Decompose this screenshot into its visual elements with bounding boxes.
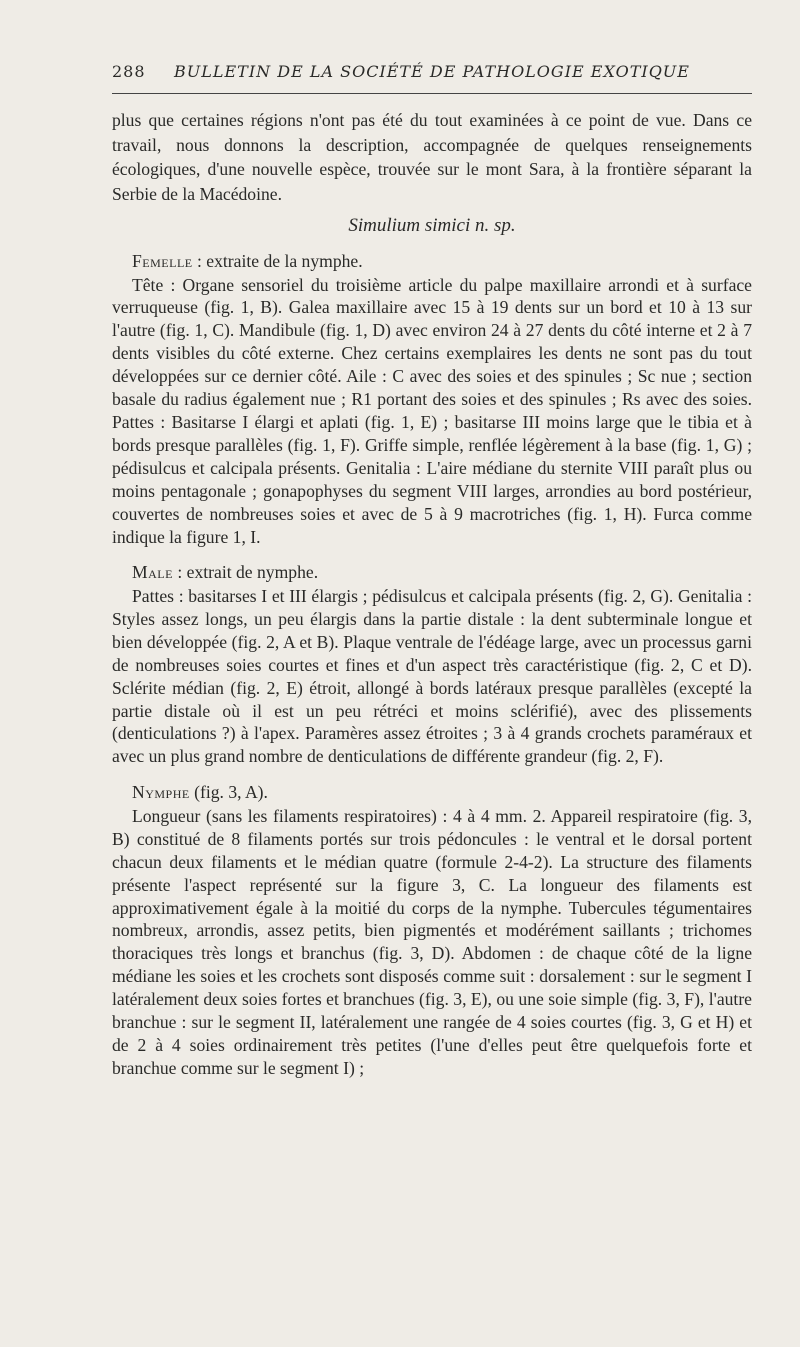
- female-paragraph: Tête : Organe sensoriel du troisième article du palpe maxillaire arrondi et à surface verruqueuse (fig. 1, B). Galea maxillaire avec 15 à 19 dents sur un bord et 10 à 13 sur l'autre (fig. 1, C). Mandibule (fig. 1, D) avec environ 24 à 27 dents du côté interne et 2 à 7 dents visibles du côté externe. Chez certains exemplaires les dents ne sont pas du tout développées sur ce dernier côté. Aile : C avec des soies et des spinules ; Sc nue ; section basale du radius également nue ; R1 portant des soies et des spinules ; Rs avec des soies. Pattes : Basitarse I élargi et aplati (fig. 1, E) ; basitarse III moins large que le tibia et à bords presque parallèles (fig. 1, F). Griffe simple, renflée légèrement à la base (fig. 1, G) ; pédisulcus et calcipala présents. Genitalia : L'aire médiane du sternite VIII paraît plus ou moins pentagonale ; gonapophyses du segment VIII larges, arrondies au bord postérieur, couvertes de nombreuses soies et avec de 5 à 9 macrotriches (fig. 1, H). Furca comme indique la figure 1, I.: [112, 274, 752, 547]
- female-heading: [112, 249, 752, 274]
- header-rule: [112, 93, 752, 94]
- body-text: [112, 108, 752, 1080]
- male-heading-rest: : extrait de nymphe.: [172, 562, 319, 583]
- nymph-heading: [112, 780, 752, 805]
- male-heading: [112, 560, 752, 585]
- nymph-heading-rest: (fig. 3, A).: [189, 782, 268, 803]
- running-title: BULLETIN DE LA SOCIÉTÉ DE PATHOLOGIE EXOTIQUE: [174, 62, 690, 81]
- nymph-heading-label: Nymphe: [132, 782, 190, 803]
- female-heading-label: Femelle: [132, 250, 193, 271]
- page-number: 288: [112, 62, 146, 81]
- female-heading-rest: : extraite de la nymphe.: [192, 250, 363, 271]
- male-paragraph: Pattes : basitarses I et III élargis ; pédisulcus et calcipala présents (fig. 2, G). Genitalia : Styles assez longs, un peu élargis dans la partie distale : la dent subterminale longue et bien développée (fig. 2, A et B). Plaque ventrale de l'édéage large, avec un processus garni de nombreuses soies courtes et fines et d'un aspect très caractéristique (fig. 2, C et D). Sclérite médian (fig. 2, E) étroit, allongé à bords latéraux presque parallèles (excepté la partie distale où il est un peu rétréci et moins sclérifié), avec des plissements (denticulations ?) à l'apex. Paramères assez étroites ; 3 à 4 grands crochets paraméraux et avec un plus grand nombre de denticulations de différente grandeur (fig. 2, F).: [112, 586, 752, 767]
- page-header: [112, 62, 752, 88]
- species-title: Simulium simici n. sp.: [348, 215, 516, 237]
- intro-paragraph: plus que certaines régions n'ont pas été du tout examinées à ce point de vue. Dans ce travail, nous donnons la description, accompagnée de quelques renseignements écologiques, d'une nouvelle espèce, trouvée sur le mont Sara, à la frontière séparant la Serbie de la Macédoine.: [112, 110, 752, 204]
- nymph-paragraph: Longueur (sans les filaments respiratoires) : 4 à 4 mm. 2. Appareil respiratoire (fig. 3, B) constitué de 8 filaments portés sur trois pédoncules : le ventral et le dorsal portent chacun deux filaments et le médian quatre (formule 2-4-2). La structure des filaments présente l'aspect représenté sur la figure 3, C. La longueur des filaments est approximativement égale à la moitié du corps de la nymphe. Tubercules tégumentaires nombreux, arrondis, assez petits, bien pigmentés et modérément saillants ; trichomes thoraciques très longs et branchus (fig. 3, D). Abdomen : de chaque côté de la ligne médiane les soies et les crochets sont disposés comme suit : dorsalement : sur le segment I latéralement deux soies fortes et branchues (fig. 3, E), ou une soie simple (fig. 3, F), l'autre branchue : sur le segment II, latéralement une rangée de 4 soies courtes (fig. 3, G et H) et de 2 à 4 soies ordinairement très petites (l'une d'elles peut être quelquefois forte et branchue comme sur le segment I) ;: [112, 805, 752, 1078]
- male-heading-label: Male: [132, 562, 173, 583]
